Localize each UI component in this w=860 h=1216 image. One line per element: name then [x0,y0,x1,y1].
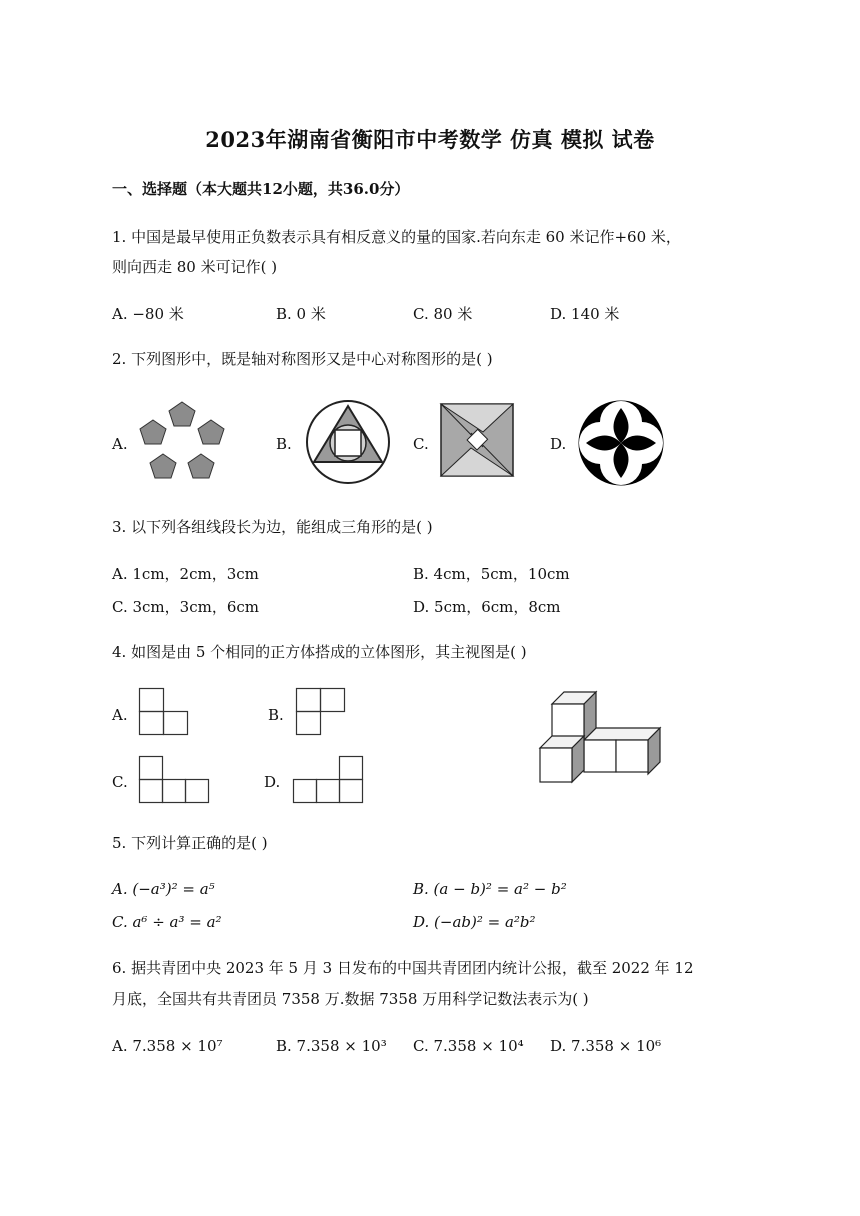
q1-option-a[interactable]: A. −80 米 [112,305,184,323]
q3-option-a[interactable]: A. 1cm，2cm，3cm [112,565,259,583]
question-6-line-1: 6. 据共青团中央 2023 年 5 月 3 日发布的中国共青团团内统计公报，截至 2022 年 12 [112,959,694,977]
pinwheel-square-figure [440,403,516,479]
q4-label-b[interactable]: B. [268,706,284,724]
q6-option-a[interactable]: A. 7.358 × 10⁷ [112,1037,223,1055]
section-heading: 一、选择题（本大题共12小题，共36.0分） [112,180,410,198]
front-view-c-figure [139,756,211,804]
q4-label-c[interactable]: C. [112,773,128,791]
q1-option-d[interactable]: D. 140 米 [550,305,620,323]
five-pentagons-figure [136,398,228,486]
q1-option-b[interactable]: B. 0 米 [276,305,326,323]
question-1-line-2: 则向西走 80 米可记作( ) [112,258,278,276]
q2-label-d[interactable]: D. [550,435,567,453]
question-1-line-1: 1. 中国是最早使用正负数表示具有相反意义的量的国家.若向东走 60 米记作+60 米， [112,228,681,246]
question-6-line-2: 月底，全国共有共青团员 7358 万.数据 7358 万用科学记数法表示为( ) [112,990,589,1008]
q3-option-d[interactable]: D. 5cm，6cm，8cm [413,598,561,616]
q3-option-b[interactable]: B. 4cm，5cm，10cm [413,565,570,583]
question-2-stem: 2. 下列图形中，既是轴对称图形又是中心对称图形的是( ) [112,350,493,368]
exam-title: 2023年湖南省衡阳市中考数学 仿真 模拟 试卷 [205,127,655,152]
front-view-d-figure [293,756,365,804]
q6-option-c[interactable]: C. 7.358 × 10⁴ [413,1037,524,1055]
q1-option-c[interactable]: C. 80 米 [413,305,473,323]
front-view-a-figure [139,688,189,736]
q4-label-a[interactable]: A. [112,706,128,724]
question-3-stem: 3. 以下列各组线段长为边，能组成三角形的是( ) [112,518,433,536]
q5-option-c[interactable]: C. a⁶ ÷ a³ = a² [112,913,222,931]
q6-option-b[interactable]: B. 7.358 × 10³ [276,1037,387,1055]
q5-option-d[interactable]: D. (−ab)² = a²b² [413,913,536,931]
q2-label-a[interactable]: A. [112,435,128,453]
q3-option-c[interactable]: C. 3cm，3cm，6cm [112,598,259,616]
four-petal-circle-figure [576,398,666,488]
q5-option-b[interactable]: B. (a − b)² = a² − b² [413,880,567,898]
q6-option-d[interactable]: D. 7.358 × 10⁶ [550,1037,662,1055]
q2-label-c[interactable]: C. [413,435,429,453]
question-5-stem: 5. 下列计算正确的是( ) [112,834,268,852]
cube-stack-3d-figure [536,690,666,785]
q2-label-b[interactable]: B. [276,435,292,453]
q5-option-a[interactable]: A. (−a³)² = a⁵ [112,880,215,898]
question-4-stem: 4. 如图是由 5 个相同的正方体搭成的立体图形，其主视图是( ) [112,643,527,661]
q4-label-d[interactable]: D. [264,773,281,791]
front-view-b-figure [296,688,346,736]
circle-triangle-square-figure [302,398,394,486]
